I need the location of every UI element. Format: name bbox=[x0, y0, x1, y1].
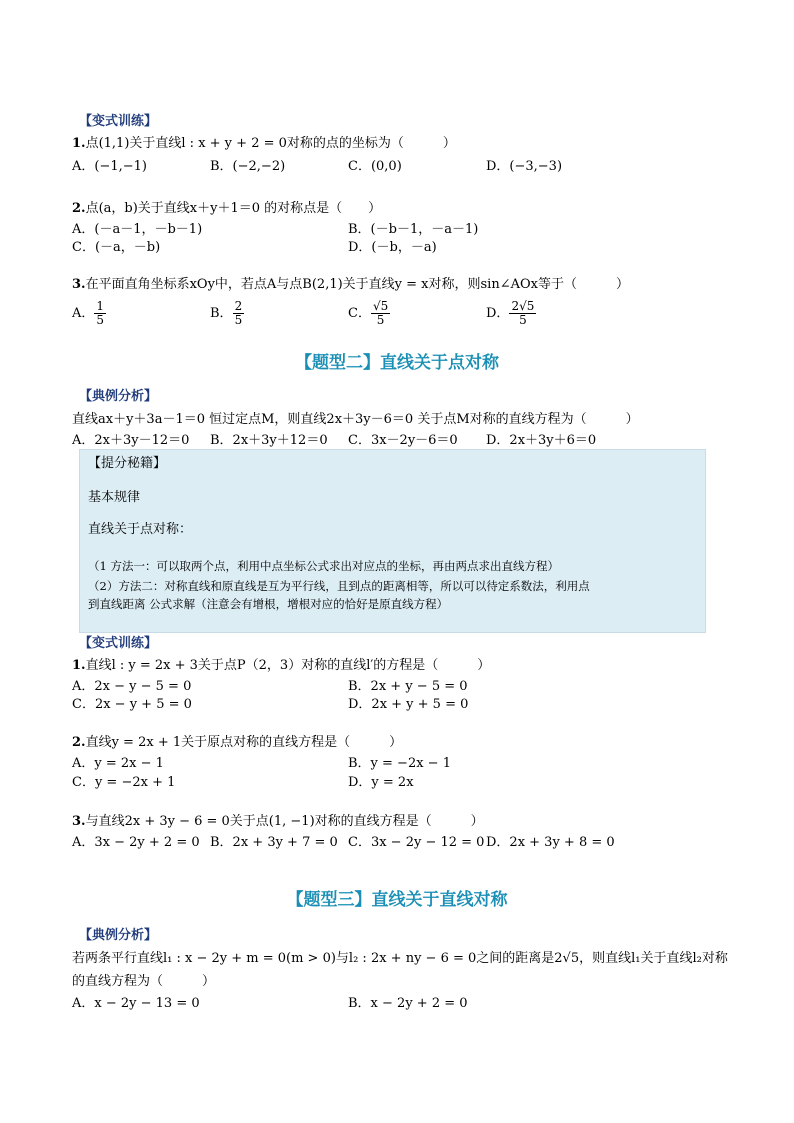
option-d: D．(－b，－a) bbox=[348, 240, 437, 255]
question-3 bbox=[72, 277, 629, 293]
example-text: 直线ax＋y＋3a－1＝0 恒过定点M，则直线2x＋3y－6＝0 关于点M对称的直线方程为（ ） bbox=[72, 412, 639, 427]
question-number: 3. bbox=[72, 277, 86, 292]
numerator: 2 bbox=[234, 299, 243, 313]
numerator: 1 bbox=[96, 299, 105, 313]
option-b: B．(－b－1，－a－1) bbox=[348, 222, 479, 237]
option-c: C．3x − 2y − 12 = 0 bbox=[348, 835, 485, 850]
option-d: D．(−3,−3) bbox=[486, 159, 563, 174]
question-number: 2. bbox=[72, 201, 86, 216]
option-c: C．(0,0) bbox=[348, 159, 402, 174]
question-text: 直线l : y = 2x + 3关于点P（2，3）对称的直线l′的方程是（ ） bbox=[85, 658, 491, 673]
section-heading: 【题型二】直线关于点对称 bbox=[295, 353, 499, 373]
option-d bbox=[486, 300, 536, 327]
option-c bbox=[348, 300, 390, 327]
tips-box bbox=[79, 449, 706, 633]
question-2 bbox=[72, 201, 381, 217]
question-1 bbox=[72, 658, 490, 674]
denominator: 5 bbox=[519, 313, 527, 327]
question-1 bbox=[72, 136, 456, 152]
option-a bbox=[72, 300, 106, 327]
tips-line: （2）方法二：对称直线和原直线是互为平行线，且到点的距离相等，所以可以待定系数法，利用点 bbox=[88, 579, 590, 593]
tips-line: 基本规律 bbox=[88, 490, 141, 505]
option-a: A．y = 2x − 1 bbox=[72, 756, 164, 771]
option-c: C．(－a，－b) bbox=[72, 240, 161, 255]
question-3 bbox=[72, 814, 484, 830]
question-text: 直线y = 2x + 1关于原点对称的直线方程是（ ） bbox=[85, 735, 403, 750]
option-b: B．(−2,−2) bbox=[210, 159, 286, 174]
section-tag: 【典例分析】 bbox=[79, 389, 158, 404]
option-b: B．y = −2x − 1 bbox=[348, 756, 451, 771]
option-b: B．2x + 3y + 7 = 0 bbox=[210, 835, 338, 850]
example-text: 的直线方程为（ ） bbox=[72, 974, 216, 989]
option-b: B．x − 2y + 2 = 0 bbox=[348, 996, 468, 1011]
option-d: D．y = 2x bbox=[348, 775, 414, 790]
question-text: 与直线2x + 3y − 6 = 0关于点(1, −1)对称的直线方程是（ ） bbox=[85, 814, 484, 829]
question-2 bbox=[72, 735, 402, 751]
denominator: 5 bbox=[96, 313, 105, 327]
fraction bbox=[371, 300, 390, 327]
option-c: C．2x − y + 5 = 0 bbox=[72, 697, 192, 712]
option-a: A．x − 2y − 13 = 0 bbox=[72, 996, 200, 1011]
question-number: 2. bbox=[72, 735, 86, 750]
tips-line: （1 方法一：可以取两个点，利用中点坐标公式求出对应点的坐标，再由两点求出直线方程） bbox=[88, 559, 559, 573]
fraction bbox=[509, 300, 536, 327]
tips-title: 【提分秘籍】 bbox=[88, 456, 167, 471]
tips-line: 直线关于点对称： bbox=[88, 522, 193, 537]
option-label: B． bbox=[210, 306, 233, 321]
section-tag: 【典例分析】 bbox=[79, 928, 158, 943]
option-a: A．2x＋3y－12＝0 bbox=[72, 433, 190, 448]
question-text: 点(a，b)关于直线x＋y＋1＝0 的对称点是（ ） bbox=[85, 201, 382, 216]
section-heading: 【题型三】直线关于直线对称 bbox=[286, 890, 508, 910]
option-b bbox=[210, 300, 244, 327]
option-c: C．3x－2y－6＝0 bbox=[348, 433, 458, 448]
numerator: √5 bbox=[372, 299, 389, 313]
option-label: D． bbox=[486, 306, 510, 321]
option-d: D．2x + 3y + 8 = 0 bbox=[486, 835, 615, 850]
question-text: 在平面直角坐标系xOy中，若点A与点B(2,1)关于直线y = x对称，则sin∠AOx等于（ ） bbox=[85, 277, 629, 292]
numerator: 2√5 bbox=[511, 299, 535, 313]
denominator: 5 bbox=[234, 313, 243, 327]
section-tag: 【变式训练】 bbox=[79, 114, 158, 129]
section-tag: 【变式训练】 bbox=[79, 636, 158, 651]
tips-line: 到直线距离 公式求解（注意会有增根，增根对应的恰好是原直线方程） bbox=[88, 597, 449, 611]
question-number: 3. bbox=[72, 814, 86, 829]
example-text: 若两条平行直线l₁ : x − 2y + m = 0(m > 0)与l₂ : 2x + ny − 6 = 0之间的距离是2√5，则直线l₁关于直线l₂对称 bbox=[72, 951, 728, 966]
option-d: D．2x＋3y＋6＝0 bbox=[486, 433, 597, 448]
option-b: B．2x + y − 5 = 0 bbox=[348, 679, 468, 694]
fraction bbox=[233, 300, 245, 327]
question-text: 点(1,1)关于直线l : x + y + 2 = 0对称的点的坐标为（ ） bbox=[85, 136, 456, 151]
option-a: A．2x − y − 5 = 0 bbox=[72, 679, 192, 694]
fraction bbox=[94, 300, 106, 327]
question-number: 1. bbox=[72, 136, 86, 151]
option-a: A．(−1,−1) bbox=[72, 159, 147, 174]
option-label: C． bbox=[348, 306, 371, 321]
denominator: 5 bbox=[376, 313, 385, 327]
option-a: A．(－a－1，－b－1) bbox=[72, 222, 203, 237]
option-d: D．2x + y + 5 = 0 bbox=[348, 697, 469, 712]
question-number: 1. bbox=[72, 658, 86, 673]
option-b: B．2x＋3y＋12＝0 bbox=[210, 433, 328, 448]
option-c: C．y = −2x + 1 bbox=[72, 775, 176, 790]
option-a: A．3x − 2y + 2 = 0 bbox=[72, 835, 200, 850]
option-label: A． bbox=[72, 306, 95, 321]
